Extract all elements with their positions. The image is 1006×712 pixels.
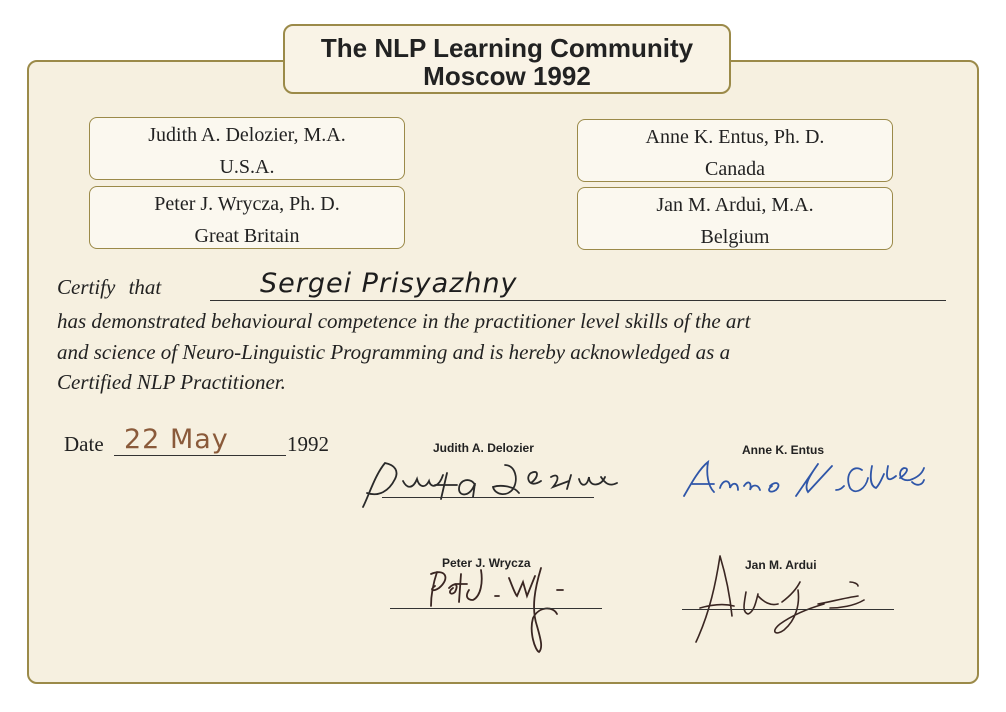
trainer-name: Judith A. Delozier, M.A.: [148, 124, 346, 146]
signature-line-delozier: [382, 497, 594, 498]
certification-text-line-2: and science of Neuro-Linguistic Programming and is hereby acknowledged as a: [57, 340, 731, 364]
date-label: Date: [64, 432, 104, 456]
trainer-country: U.S.A.: [219, 156, 275, 178]
signer-label-wrycza: Peter J. Wrycza: [442, 556, 531, 570]
date-underline: [114, 455, 286, 456]
trainer-name: Anne K. Entus, Ph. D.: [645, 126, 825, 148]
signer-label-ardui: Jan M. Ardui: [745, 558, 817, 572]
certification-text-line-1: has demonstrated behavioural competence in the practitioner level skills of the art: [57, 309, 751, 333]
trainer-box-entus: [577, 119, 893, 182]
trainer-box-delozier: [89, 117, 405, 180]
signature-wrycza: [425, 560, 575, 660]
recipient-name: Sergei Prisyazhny: [260, 268, 518, 299]
trainer-country: Canada: [705, 158, 765, 180]
signer-label-entus: Anne K. Entus: [742, 443, 825, 457]
date-handwritten: 22 May: [124, 424, 229, 455]
signer-label-delozier: Judith A. Delozier: [433, 441, 534, 455]
trainer-name: Jan M. Ardui, M.A.: [656, 194, 814, 216]
certification-text-line-3: Certified NLP Practitioner.: [57, 370, 286, 394]
recipient-underline: [210, 300, 946, 301]
trainer-box-wrycza: [89, 186, 405, 249]
trainer-country: Great Britain: [194, 225, 300, 247]
signature-ardui: [690, 552, 890, 647]
certificate-title-box: [283, 24, 731, 94]
trainer-country: Belgium: [700, 226, 770, 248]
title-line-2: Moscow 1992: [423, 61, 591, 91]
trainer-box-ardui: [577, 187, 893, 250]
signature-entus: [678, 452, 933, 507]
signature-line-ardui: [682, 609, 894, 610]
title-line-1: The NLP Learning Community: [320, 33, 694, 63]
trainer-name: Peter J. Wrycza, Ph. D.: [154, 193, 340, 215]
signature-line-wrycza: [390, 608, 602, 609]
certify-label: Certify that: [57, 275, 162, 299]
signature-delozier: [355, 455, 625, 515]
date-year: 1992: [287, 432, 329, 456]
